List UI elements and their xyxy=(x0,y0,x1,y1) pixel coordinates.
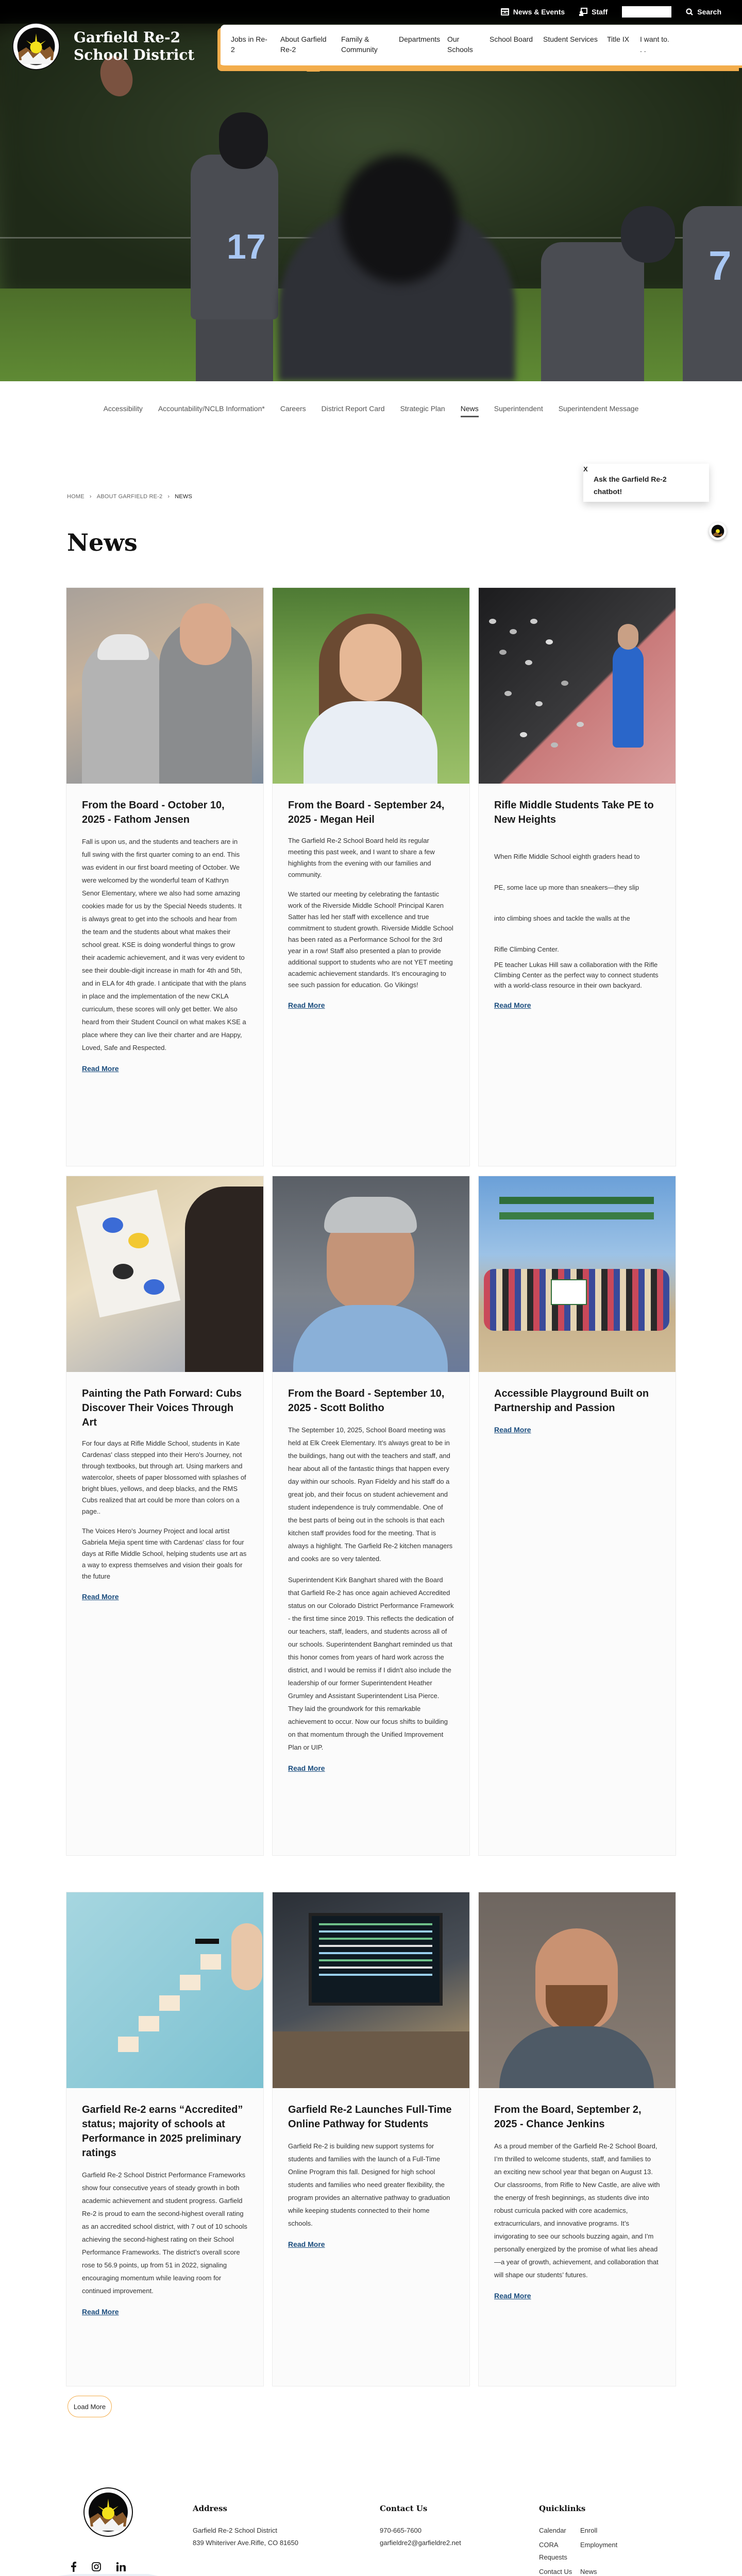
news-title[interactable]: Garfield Re-2 earns “Accredited” status; majority of schools at Performance in 2025 preliminary ratings xyxy=(82,2104,243,2159)
news-title[interactable]: From the Board, September 2, 2025 - Chance Jenkins xyxy=(494,2104,642,2130)
nav-family-community[interactable]: Family & Community xyxy=(341,35,378,54)
news-card xyxy=(272,587,470,1166)
player-44 xyxy=(541,242,644,381)
subnav-superintendent[interactable]: Superintendent xyxy=(494,404,543,413)
footer-heading: Contact Us xyxy=(380,2504,428,2513)
subnav-district-report-card[interactable]: District Report Card xyxy=(321,404,385,413)
news-excerpt-line: PE, some lace up more than sneakers—they slip xyxy=(494,884,639,891)
news-title[interactable]: From the Board - September 10, 2025 - Scott Bolitho xyxy=(288,1388,445,1414)
chevron-right-icon: › xyxy=(89,494,92,500)
read-more-link[interactable]: Read More xyxy=(288,2240,325,2248)
news-events-label: News & Events xyxy=(513,8,565,16)
breadcrumb xyxy=(67,494,192,500)
utility-nav xyxy=(501,6,721,18)
footer-contact xyxy=(380,2504,461,2549)
facebook-icon[interactable] xyxy=(71,2562,76,2572)
district-logo xyxy=(11,21,61,72)
chatbot-popup[interactable] xyxy=(583,464,709,502)
news-image xyxy=(66,1892,263,2088)
news-image xyxy=(479,1176,676,1372)
footer-heading: Address xyxy=(193,2504,227,2513)
nav-accent-tab xyxy=(306,67,321,72)
quicklink-contact[interactable]: Contact Us xyxy=(539,2568,572,2575)
news-excerpt: PE teacher Lukas Hill saw a collaboration with the Rifle Climbing Center as the perfect way to connect students with a world-class resource in their own backyard. xyxy=(494,961,659,989)
page-title: News xyxy=(67,529,138,556)
news-image xyxy=(66,588,263,784)
news-excerpt: The Garfield Re-2 School Board held its regular meeting this past week, and I want to share a few highlights from the evening with our families and community. xyxy=(288,837,435,878)
contact-email[interactable]: garfieldre2@garfieldre2.net xyxy=(380,2539,461,2547)
staff-link[interactable] xyxy=(579,8,608,16)
quicklink-news[interactable]: News xyxy=(580,2568,597,2575)
subnav-news[interactable]: News xyxy=(461,404,479,417)
player-7 xyxy=(683,206,742,381)
read-more-link[interactable]: Read More xyxy=(82,2308,119,2316)
subnav-superintendent-message[interactable]: Superintendent Message xyxy=(558,404,639,413)
news-events-link[interactable] xyxy=(501,8,565,16)
read-more-link[interactable]: Read More xyxy=(494,1001,531,1009)
news-title[interactable]: From the Board - September 24, 2025 - Megan Heil xyxy=(288,800,445,825)
news-image xyxy=(66,1176,263,1372)
nav-student-services[interactable]: Student Services xyxy=(543,35,598,43)
address-line: Garfield Re-2 School District xyxy=(193,2527,277,2534)
hero-banner xyxy=(0,0,742,381)
news-excerpt: We started our meeting by celebrating the fantastic work of the Riverside Middle School! Principal Karen Satter has led her staff with excellence and true commitment to student growth. Riverside Middle School has been rated as a Performance School for the 3rd year in a row! Staff also presented a plan to provide additional support to students who are not YET meeting academic achievement standards. It’s encouraging to see such passion for education. Go Vikings! xyxy=(288,890,453,989)
chatbot-message: Ask the Garfield Re-2 chatbot! xyxy=(594,475,667,496)
news-title[interactable]: Rifle Middle Students Take PE to New Heights xyxy=(494,800,654,825)
chatbot-close-button[interactable]: X xyxy=(583,465,588,473)
news-excerpt: Garfield Re-2 is building new support systems for students and families with the launch of a Full-Time Online Program this fall. Designed for high school students and families who need greater flexibility, the program provides an alternative pathway to graduation while keeping students connected to their home schools. xyxy=(288,2142,450,2227)
news-image xyxy=(273,588,469,784)
search-label: Search xyxy=(697,8,721,16)
nav-departments[interactable]: Departments xyxy=(399,35,441,43)
quicklink-employment[interactable]: Employment xyxy=(580,2541,618,2549)
staff-icon xyxy=(579,8,587,16)
section-subnav xyxy=(0,404,742,417)
quicklink-enroll[interactable]: Enroll xyxy=(580,2527,598,2534)
quicklink-calendar[interactable]: Calendar xyxy=(539,2527,566,2534)
chatbot-launcher[interactable] xyxy=(709,522,727,540)
nav-jobs[interactable]: Jobs in Re-2 xyxy=(231,35,267,54)
breadcrumb-about[interactable]: ABOUT GARFIELD RE-2 xyxy=(96,494,163,500)
site-title[interactable]: Garfield Re-2 School District xyxy=(74,29,195,63)
nav-title-ix[interactable]: Title IX xyxy=(607,35,630,43)
subnav-careers[interactable]: Careers xyxy=(280,404,306,413)
news-image xyxy=(479,1892,676,2088)
chatbot-logo-icon xyxy=(711,524,725,538)
main-nav xyxy=(221,25,742,68)
read-more-link[interactable]: Read More xyxy=(288,1001,325,1009)
helmet xyxy=(621,206,675,263)
news-title[interactable]: Accessible Playground Built on Partnership and Passion xyxy=(494,1388,649,1414)
news-card xyxy=(272,1176,470,1856)
nav-our-schools[interactable]: Our Schools xyxy=(447,35,473,54)
news-excerpt-line: Rifle Climbing Center. xyxy=(494,945,559,953)
subnav-accountability[interactable]: Accountability/NCLB Information* xyxy=(158,404,265,413)
footer-heading: Quicklinks xyxy=(539,2504,586,2513)
search-button[interactable] xyxy=(686,8,721,16)
news-excerpt-line: into climbing shoes and tackle the walls at the xyxy=(494,914,630,922)
staff-label: Staff xyxy=(592,8,608,16)
footer-district-logo xyxy=(82,2486,134,2538)
read-more-link[interactable]: Read More xyxy=(288,1764,325,1772)
subnav-accessibility[interactable]: Accessibility xyxy=(103,404,143,413)
news-image xyxy=(479,588,676,784)
read-more-link[interactable]: Read More xyxy=(82,1592,119,1601)
news-excerpt: As a proud member of the Garfield Re-2 School Board, I’m thrilled to welcome students, staff, and families to an exciting new school year that began on August 13. Our classrooms, from Rifle to New Castle, are alive with the energy of fresh beginnings, as students dive into robust curricula packed with core academics, extracurriculars, and innovative programs. It’s invigorating to see our schools buzzing again, and I’m personally energized by the promise of what lies ahead—a year of growth, achievement, and collaboration that will shape our students’ futures. xyxy=(494,2142,660,2279)
nav-school-board[interactable]: School Board xyxy=(490,35,533,43)
news-card xyxy=(66,1892,264,2386)
news-excerpt: For four days at Rifle Middle School, students in Kate Cardenas' class stepped into their Hero's Journey, not through textbooks, but through art. Using markers and watercolor, sheets of paper blossomed with splashes of bright blues, yellows, and deep blacks, and the RMS Cubs realized that art could be more than colors on a page.. xyxy=(82,1439,246,1515)
news-title[interactable]: Garfield Re-2 Launches Full-Time Online Pathway for Students xyxy=(288,2104,452,2130)
search-input[interactable] xyxy=(622,6,671,18)
nav-i-want-to[interactable]: I want to. . . xyxy=(640,35,669,54)
jersey-number: 17 xyxy=(227,227,266,266)
news-excerpt: Superintendent Kirk Banghart shared with the Board that Garfield Re-2 has once again achieved Accredited status on our Colorado District Performance Framework - the first time since 2019. This reflects the dedication of our teachers, staff, leaders, and students across all of our schools. Superintendent Banghart reminded us that this honor comes from years of hard work across the district, and I would be remiss if I didn't also include the leadership of our former Superintendent Heather Grumley and Assistant Superintendent Lisa Pierce. They laid the groundwork for this remarkable achievement to occur. Now our focus shifts to building on that momentum through the Unified Improvement Plan or UIP. xyxy=(288,1576,454,1751)
instagram-icon[interactable] xyxy=(92,2562,101,2571)
news-excerpt: Garfield Re-2 School District Performance Frameworks show four consecutive years of steady growth in both academic achievement and student progress. Garfield Re-2 is proud to earn the second-highest overall rating as an accredited school district, with 7 out of 10 schools achieving the second-highest rating on their School Performance Frameworks. The district’s overall score rose to 56.9 points, up from 51 in 2022, signaling encouraging momentum while leaving room for continued improvement. xyxy=(82,2171,247,2295)
news-card xyxy=(478,587,676,1166)
read-more-link[interactable]: Read More xyxy=(494,2292,531,2300)
news-card xyxy=(272,1892,470,2386)
social-links xyxy=(71,2562,126,2572)
address-line: 839 Whiteriver Ave.Rifle, CO 81650 xyxy=(193,2539,298,2547)
news-excerpt: Fall is upon us, and the students and teachers are in full swing with the first quarter coming to an end. This was evident in our first board meeting of October. We were welcomed by the wonderful team of Kathryn Senor Elementary, where we also had some amazing cookies made for us by the Special Needs students. It is always great to get into the schools and hear from the team and the students about what makes their school great. KSE is doing wonderful things to grow their academic achievement, and it was very evident to see their double-digit increase in math for 4th and 5th, and in ELA for 4th grade. I anticipate that with the plans in place and the implementation of the new CKLA curriculum, these scores will only get better. We also heard from their Student Council on what makes KSE a place where they can live their charter and are Happy, Loved, Safe and Respected. xyxy=(82,838,246,1052)
news-image xyxy=(273,1176,469,1372)
news-image xyxy=(273,1892,469,2088)
quicklink-cora[interactable]: CORA Requests xyxy=(539,2541,567,2561)
jersey-number: 7 xyxy=(709,243,732,289)
read-more-link[interactable]: Read More xyxy=(494,1426,531,1434)
news-card xyxy=(478,1892,676,2386)
news-title[interactable]: From the Board - October 10, 2025 - Fathom Jensen xyxy=(82,800,225,825)
helmet xyxy=(219,112,268,169)
news-excerpt: The September 10, 2025, School Board meeting was held at Elk Creek Elementary. It’s always great to be in the buildings, hang out with the teachers and staff, and hear about all of the fantastic things that happen every day within our schools. Ryan Fideldy and his staff do a great job, and their focus on student achievement and student independence is truly commendable. One of the best parts of being out in the schools is that each kitchen staff provides food for the meeting. That is always a highlight. The Garfield Re-2 kitchen managers and cooks are so very talented. xyxy=(288,1426,453,1563)
breadcrumb-current: NEWS xyxy=(175,494,193,500)
news-card xyxy=(66,587,264,1166)
nav-about[interactable]: About Garfield Re-2 xyxy=(280,35,327,54)
news-icon xyxy=(501,8,509,15)
news-excerpt-line: When Rifle Middle School eighth graders head to xyxy=(494,853,640,860)
linkedin-icon[interactable] xyxy=(116,2562,126,2571)
chevron-right-icon: › xyxy=(167,494,170,500)
subnav-strategic-plan[interactable]: Strategic Plan xyxy=(400,404,445,413)
footer-address xyxy=(193,2504,298,2549)
contact-phone[interactable]: 970-665-7600 xyxy=(380,2527,421,2534)
load-more-button[interactable]: Load More xyxy=(68,2396,112,2417)
breadcrumb-home[interactable]: HOME xyxy=(67,494,85,500)
news-card xyxy=(478,1176,676,1856)
read-more-link[interactable]: Read More xyxy=(82,1064,119,1073)
search-icon xyxy=(686,8,693,15)
footer-quicklinks xyxy=(539,2504,632,2576)
news-card xyxy=(66,1176,264,1856)
news-excerpt: The Voices Hero's Journey Project and local artist Gabriela Mejia spent time with Cardenas' class for four days at Rifle Middle School, helping students use art as a way to express themselves and vision their goals for the future xyxy=(82,1527,247,1580)
news-title[interactable]: Painting the Path Forward: Cubs Discover Their Voices Through Art xyxy=(82,1388,242,1428)
